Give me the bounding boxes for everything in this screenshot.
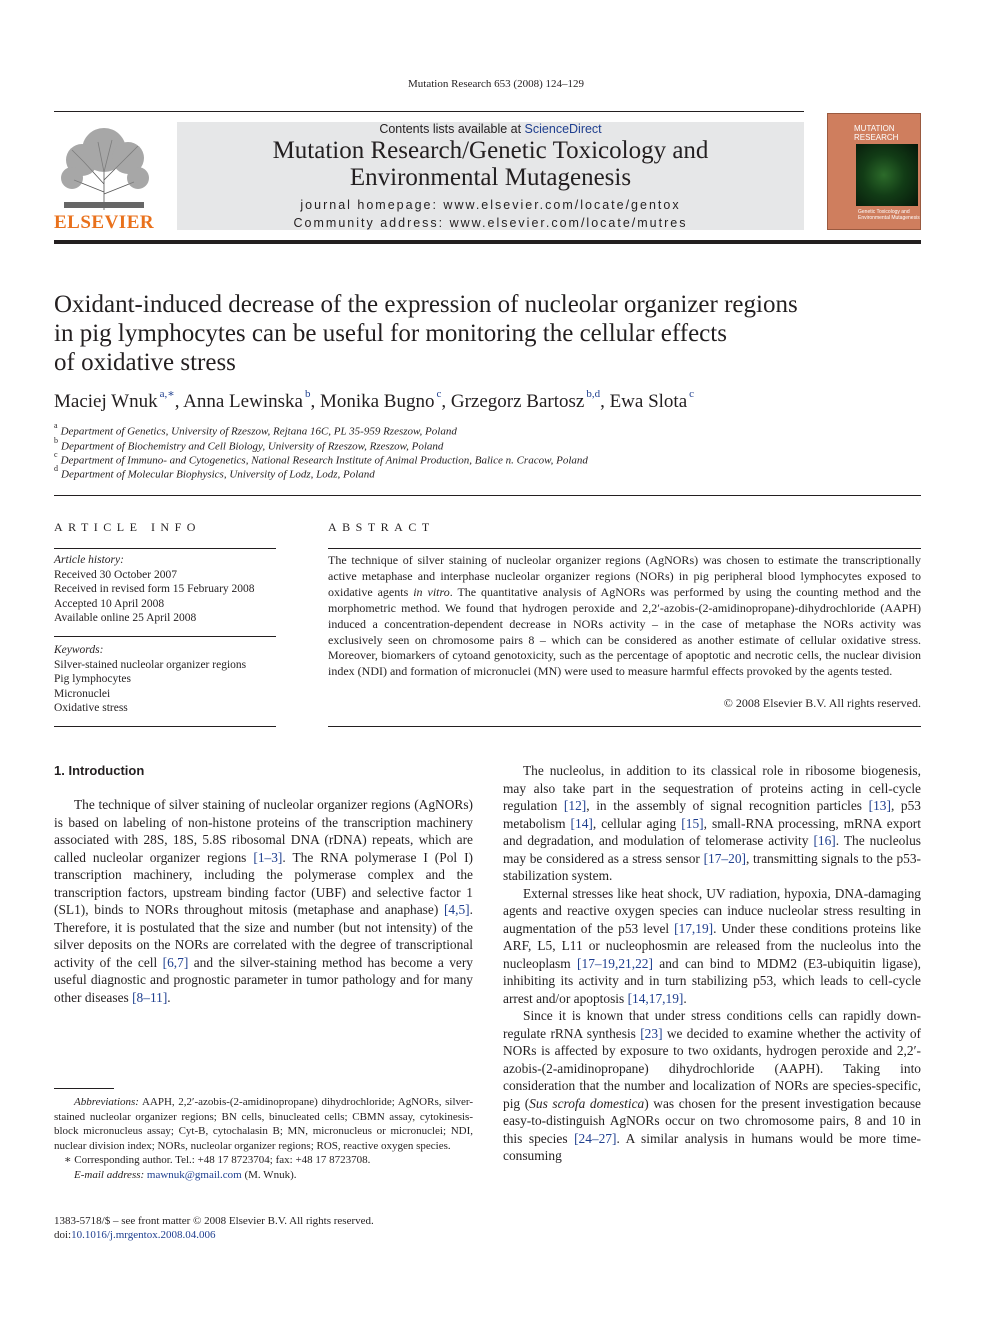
text-run: . A similar analysis in humans would be more time-consuming — [503, 1130, 921, 1163]
doi-line: doi:10.1016/j.mrgentox.2008.04.006 — [54, 1229, 216, 1241]
author: Anna Lewinska $^b$, — [183, 388, 320, 413]
article-info-heading: ARTICLE INFO — [54, 520, 201, 534]
citation-link[interactable]: [16] — [813, 833, 836, 848]
contents-line — [177, 122, 804, 136]
article-title — [54, 290, 921, 377]
keyword: Pig lymphocytes — [54, 673, 131, 685]
text-run: The technique of silver staining of nucleolar organizer regions (AgNORs) is based on labeling of non-histone proteins of the transcription machinery associated with 28S, 18S, 5.8S ribosomal DNA (rDNA) repeats, which are called nucleolar organizer regions — [54, 797, 473, 865]
issn-line: 1383-5718/$ – see front matter © 2008 Elsevier B.V. All rights reserved. — [54, 1215, 374, 1227]
title-line3: of oxidative stress — [54, 349, 236, 376]
affiliation: $^c$Department of Immuno- and Cytogenetics, National Research Institute of Animal Production, Balice n. Cracow, Poland — [54, 450, 588, 467]
history-item: Available online 25 April 2008 — [54, 612, 197, 624]
journal-homepage[interactable]: journal homepage: www.elsevier.com/locate/gentox — [300, 198, 681, 212]
author: Ewa Slota $^c$ — [609, 388, 695, 413]
journal-urls — [177, 196, 804, 232]
citation-link[interactable]: [14] — [570, 815, 593, 831]
cover-subtitle: Genetic Toxicology and Environmental Mutagenesis — [858, 209, 920, 221]
keyword: Micronuclei — [54, 687, 111, 700]
paragraph — [54, 796, 473, 1006]
text-run: ) was chosen for the present investigation because easy-to-distinguish AgNORs occur on two chromosome pairs, 8 and 10 in this species — [503, 1095, 922, 1146]
citation-link[interactable]: [4,5] — [443, 902, 470, 917]
contents-prefix: Contents lists available at — [379, 122, 525, 136]
email-link[interactable]: mawnuk@gmail.com — [146, 1168, 242, 1181]
text-run: . — [167, 989, 171, 1005]
citation-link[interactable]: [17,19] — [674, 920, 714, 936]
article-info-rule — [54, 548, 276, 549]
citation-link[interactable]: [12] — [563, 798, 587, 813]
doi-link[interactable]: 10.1016/j.mrgentox.2008.04.006 — [71, 1229, 216, 1241]
corresponding-footnote: ∗ Corresponding author. Tel.: +48 17 8723704; fax: +48 17 8723708. — [64, 1154, 371, 1166]
footnote-rule — [54, 1088, 114, 1089]
left-column — [54, 796, 473, 1006]
title-line1: Oxidant-induced decrease of the expression of nucleolar organizer regions — [54, 291, 798, 318]
citation-link[interactable]: [17–19,21,22] — [577, 955, 653, 971]
abstract-heading: ABSTRACT — [328, 520, 435, 534]
front-matter — [54, 1214, 473, 1242]
section-heading-introduction: 1. Introduction — [54, 763, 145, 778]
text-run: . Under these conditions proteins like ARF, L5, L11 or nucleophosmin are released from the nucleolus into the nucleoplasm — [503, 920, 922, 971]
citation-link[interactable]: [13] — [868, 798, 891, 813]
citation-link[interactable]: [17–20] — [703, 850, 746, 866]
text-run: Since it is known that under stress conditions cells can rapidly down-regulate rRNA synthesis — [503, 1008, 921, 1041]
text-run: , cellular aging — [592, 815, 682, 831]
abstract-copyright: © 2008 Elsevier B.V. All rights reserved. — [723, 696, 921, 710]
keywords-label: Keywords: — [54, 644, 104, 656]
affiliation: $^b$Department of Biochemistry and Cell Biology, University of Rzeszow, Rzeszow, Poland — [54, 436, 444, 453]
author: Monika Bugno $^c$, — [319, 388, 451, 413]
journal-title-line2: Environmental Mutagenesis — [349, 164, 632, 191]
footnotes — [54, 1095, 473, 1182]
abstract-rule — [328, 548, 921, 549]
keyword: Oxidative stress — [54, 702, 128, 714]
text-run: , in the assembly of signal recognition particles — [586, 798, 869, 813]
text-run: . The nucleolus may be considered as a stress sensor — [503, 833, 921, 866]
citation-link[interactable]: [15] — [681, 815, 704, 831]
text-run: Sus scrofa domestica — [529, 1095, 645, 1111]
abbreviations-footnote: Abbreviations: AAPH, 2,2′-azobis-(2-amidinopropane) dihydrochloride; AgNORs, silver-stained nucleolar organizer regions; BN cells, binucleated cells; CBMN assay, cytokinesis-block micronucleus assay; Cyt-B, cytochalasin B; MN, micronucleus or micronuclei; NDI, nuclear division index; NORs, nucleolar organizer regions; ROS, reactive oxygen species. — [54, 1096, 473, 1152]
text-run: . — [683, 990, 687, 1006]
affiliation-rule — [54, 495, 921, 496]
author: Grzegorz Bartosz $^{b,d}$, — [450, 388, 610, 413]
abstract-text: The technique of silver staining of nucleolar organizer regions (AgNORs) was chosen to estimate the transcriptionally active metaphase and interphase nucleolar organizer regions (NORs) in pig peripheral blood lymphocytes exposed to oxidative agents in vitro. The quantitative analysis of AgNORs was performed by using the counting method and the morphometric method. We found that hydrogen peroxide and 2,2′-azobis-(2-amidinopropane)-dihydrochloride (AAPH) induced a concentration-dependent decrease in NORs activity – in the case of metaphase the NORs activity was exclusively seen on chromosome pairs 8 – which can be considered as another estimate of cellular oxidative stress. Moreover, biomarkers of cytoand genotoxicity, such as the percentage of apoptotic and necrotic cells, the nuclear division index (NDI) and formation of micronuclei (MN) were used to measure harmful effects provoked by the agents tested. — [328, 553, 922, 679]
community-address[interactable]: Community address: www.elsevier.com/locate/mutres — [293, 216, 688, 230]
journal-cover — [827, 113, 921, 230]
text-run: . Therefore, it is postulated that the size and number (but not intensity) of the silver deposits on the NORs are correlated with the degree of transcriptional activity of the cell — [54, 902, 473, 970]
sciencedirect-link[interactable]: ScienceDirect — [524, 122, 602, 136]
top-rule — [54, 111, 804, 112]
text-run: , p53 metabolism — [503, 798, 922, 831]
keyword: Silver-stained nucleolar organizer regions — [54, 658, 247, 671]
text-run: and the silver-staining method has become a very useful diagnostic and prognostic parameter in tumor pathology and for many other diseases — [54, 954, 473, 1005]
publisher-wordmark: ELSEVIER — [54, 212, 155, 233]
text-run: The nucleolus, in addition to its classical role in ribosome biogenesis, may also take part in the sequestration of proteins acting in cell-cycle regulation — [503, 763, 921, 813]
citation-link[interactable]: [6,7] — [162, 954, 189, 970]
keywords — [54, 643, 276, 716]
cover-title: MUTATION RESEARCH — [854, 124, 899, 142]
citation-link[interactable]: [23] — [640, 1025, 663, 1041]
citation-link[interactable]: [14,17,19] — [627, 990, 684, 1006]
citation-link[interactable]: [24–27] — [574, 1130, 617, 1146]
email-footnote: E-mail address: mawnuk@gmail.com (M. Wnuk). — [74, 1168, 297, 1181]
text-run: External stresses like heat shock, UV radiation, hypoxia, DNA-damaging agents and reactive oxygen species can induce nucleolar stress resulting in augmentation of the p53 level — [503, 885, 921, 936]
article-history — [54, 553, 276, 626]
masthead-thick-rule — [54, 240, 921, 244]
article-info-bottom-rule — [54, 726, 276, 727]
history-item: Received in revised form 15 February 2008 — [54, 583, 255, 595]
abstract-bottom-rule — [328, 726, 921, 727]
text-run: we decided to examine whether the activity of NORs is affected by exposure to two oxidants, hydrogen peroxide and 2,2′-azobis-(2-amidinopropane) dihydrochloride (AAPH). Taking into consideration that the number and localization of NORs are species-specific, pig ( — [503, 1025, 921, 1111]
text-run: , small-RNA processing, mRNA export and degradation, and modulation of telomerase activity — [503, 815, 921, 848]
paragraph — [503, 762, 921, 885]
journal-title — [177, 137, 804, 191]
title-line2: in pig lymphocytes can be useful for monitoring the cellular effects — [54, 320, 727, 347]
text-run: . The RNA polymerase I (Pol I) transcription machinery, including the polymerase complex and the transcription factors, upstream binding factor (UBF) and selective factor 1 (SL1), binds to NORs throughout mitosis (metaphase and anaphase) — [54, 849, 474, 917]
right-column — [503, 762, 921, 1165]
journal-title-line1: Mutation Research/Genetic Toxicology and — [272, 137, 709, 164]
text-run: , transmitting signals to the p53-stabilization system. — [503, 850, 921, 883]
keywords-rule — [54, 636, 276, 637]
citation-link[interactable]: [8–11] — [132, 989, 168, 1005]
paragraph — [503, 885, 921, 1008]
affiliation: $^d$Department of Molecular Biophysics, University of Lodz, Lodz, Poland — [54, 464, 375, 481]
history-item: Accepted 10 April 2008 — [54, 597, 165, 610]
history-label: Article history: — [54, 554, 124, 566]
paragraph — [503, 1007, 921, 1165]
citation-link[interactable]: [1–3] — [253, 849, 283, 865]
affiliation: $^a$Department of Genetics, University of Rzeszow, Rejtana 16C, PL 35-959 Rzeszow, Poland — [54, 421, 457, 438]
running-head: Mutation Research 653 (2008) 124–129 — [408, 78, 584, 90]
author: Maciej Wnuk $^{a,∗}$, — [54, 388, 184, 413]
history-item: Received 30 October 2007 — [54, 568, 177, 581]
cover-image — [856, 144, 918, 206]
author-list — [54, 390, 921, 413]
text-run: and can bind to MDM2 (E3-ubiquitin ligase), inhibiting its activity and in turn stabilizing p53, which leads to cell-cycle arrest and/or apoptosis — [503, 955, 921, 1006]
